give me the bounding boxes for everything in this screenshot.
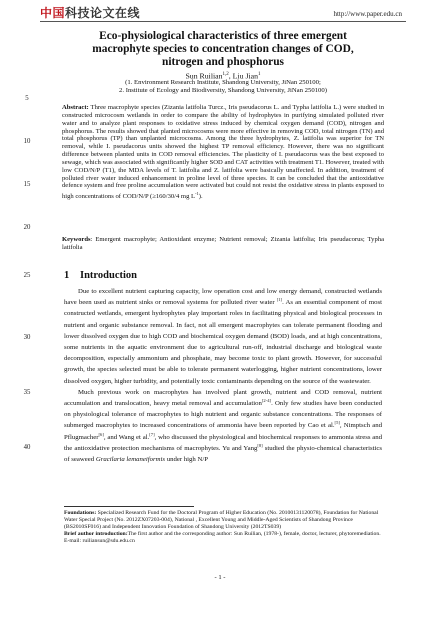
line-number: 25	[23, 272, 31, 279]
line-number: 5	[25, 95, 29, 102]
citation[interactable]: [6]	[98, 431, 104, 437]
keywords-label: Keywords	[62, 236, 91, 243]
footnote-foundations: Foundations: Specialized Research Fund for the Doctoral Program of Higher Education (No. 20100131120078), Foundation for National Water Special Project (No. 2012ZX07203-004), National , Excellent Young and Middle-Aged Scientists of Shandong Province (BS2010SF016) and Independent Innovation Foundation of Shandong University (2012TS039)	[64, 510, 379, 531]
line-number: 30	[23, 334, 31, 341]
section-title: Introduction	[80, 270, 137, 281]
section-heading	[64, 270, 137, 281]
citation[interactable]: [1]	[276, 296, 283, 302]
paper-title	[40, 30, 406, 68]
site-logo: 中国科技论文在线	[40, 6, 141, 20]
species-name: Gracilaria lemaneiformis	[95, 456, 166, 464]
title-line: nitrogen and phosphorus	[162, 55, 284, 68]
affiliations	[40, 79, 406, 95]
citation[interactable]: [2-4]	[261, 397, 272, 403]
paragraph: Due to excellent nutrient capturing capacity, low operation cost and low energy demand, constructed wetlands have been used as nutrient sinks or removal systems for polluted river water [1]. As an essential component of most constructed wetlands, emergent hydrophytes play important roles in facilitating physical and biological processes in nutrient and organic substance removal. In fact, not all emergent macrophytes can tolerate permanent flooding and lower dissolved oxygen due to high COD and biochemical oxygen demand (BOD) loads, and at high concentrations, some nutrients in the aquatic environment due to agricultural run-off, industrial discharge and biological waste decomposition, especially ammonium and phosphate, may become toxic to plant growth. However, for successful growth, the species selected must be able to tolerate permanent waterlogging, higher nutrient concentrations, lower dissolved oxygen, higher turbidity, and potentially toxic contaminants depending on the source of the wastewater.	[64, 288, 382, 385]
line-number: 20	[23, 224, 31, 231]
abstract: Abstract: Three macrophyte species (Zizania latifolia Turcz., Iris pseudacorus L. and Typha latifolia L.) were studied in constructed microcosm wetlands in order to compare the ability of hydrophytes in purifying simulated polluted river water and to analyze plant responses to oxidative stress induced by chemical oxygen demand (COD), nitrogen and phosphorus. The results showed that planted microcosms were more effective in removing COD, total nitrogen (TN) and total phosphorus (TP) than unplanted microcosms. Among the three hydrophytes, Z. latifolia was superior for TN removal, while I. pseudacorus units showed the highest TP removal efficiency. However, there was no significant difference between planted units in COD removal efficiencies. The plasticity of I. pseudacorus was the best exposed to sewage, which was associated with significantly higher SOD and CAT activities with treatment T1. However, treated with low COD/N/P (T1), the MDA levels of T. latifolia and Z. latifolia were basically unaffected. In addition, treatment of polluted river water induced enhancement in proline level of three species. It can be concluded that the antioxidative defence system and free proline accumulation were activated but could not resist the oxidative stress in plants exposed to high concentrations of COD/N/P (≥160/30/4 mg $L^{-1}$).	[62, 104, 384, 201]
affiliation-line: (1. Environment Research Institute, Shandong University, JiNan 250100;	[125, 79, 321, 86]
line-number: 40	[23, 444, 31, 451]
footnote-rule	[64, 506, 194, 507]
line-number: 10	[23, 138, 31, 145]
title-line: macrophyte species to concentration changes of COD,	[92, 42, 354, 55]
header-rule	[40, 21, 406, 22]
site-url[interactable]: http://www.paper.edu.cn	[333, 10, 402, 18]
title-line: Eco-physiological characteristics of three emergent	[99, 30, 347, 42]
citation[interactable]: [5]	[334, 420, 340, 426]
page-number: - 1 -	[214, 574, 226, 581]
abstract-label: Abstract:	[62, 104, 89, 111]
footnote-author: Brief author introduction:The first author and the corresponding author: Sun Ruilian, (1978-), female, doctor, lecturer, phytoremediation. E-mail: ruiliansun@sdu.edu.cn	[64, 531, 381, 545]
citation[interactable]: [7]	[149, 431, 155, 437]
author-list: Sun Ruilian$^{1,2}$, Liu Jian$^1$	[185, 71, 261, 81]
paragraph: Much previous work on macrophytes has involved plant growth, nutrient and COD removal, nutrient accumulation and translocation, heavy metal removal and accumulation[2-4]. Only few studies have been conducted on physiological tolerance of macrophytes to high nutrient and organic substance concentrations. The responses of submerged macrophytes to increased concentrations of ammonia have been reported by Cao et al.[5], Nimptsch and Pflugmacher[6], and Wang et al.[7], who discussed the physiological and biochemical responses to ammonia stress and the antioxidative protection mechanisms of macrophytes. Yu and Yang[8] studied the physio-chemical characteristics of seaweed Gracilaria lemaneiformis under high N/P	[64, 388, 383, 464]
page-header	[0, 0, 440, 22]
line-number: 35	[23, 389, 31, 396]
citation[interactable]: [8]	[257, 442, 263, 448]
keywords: Keywords: Emergent macrophyte; Antioxidant enzyme; Nutrient removal; Zizania latifolia; Iris pseudacorus; Typha latifolia	[62, 236, 384, 251]
body-text	[64, 286, 382, 465]
line-number: 15	[23, 181, 31, 188]
footnotes	[64, 510, 382, 545]
affiliation-line: 2. Institute of Ecology and Biodiversity, Shandong University, JiNan 250100)	[119, 87, 327, 95]
section-number: 1	[64, 270, 70, 281]
